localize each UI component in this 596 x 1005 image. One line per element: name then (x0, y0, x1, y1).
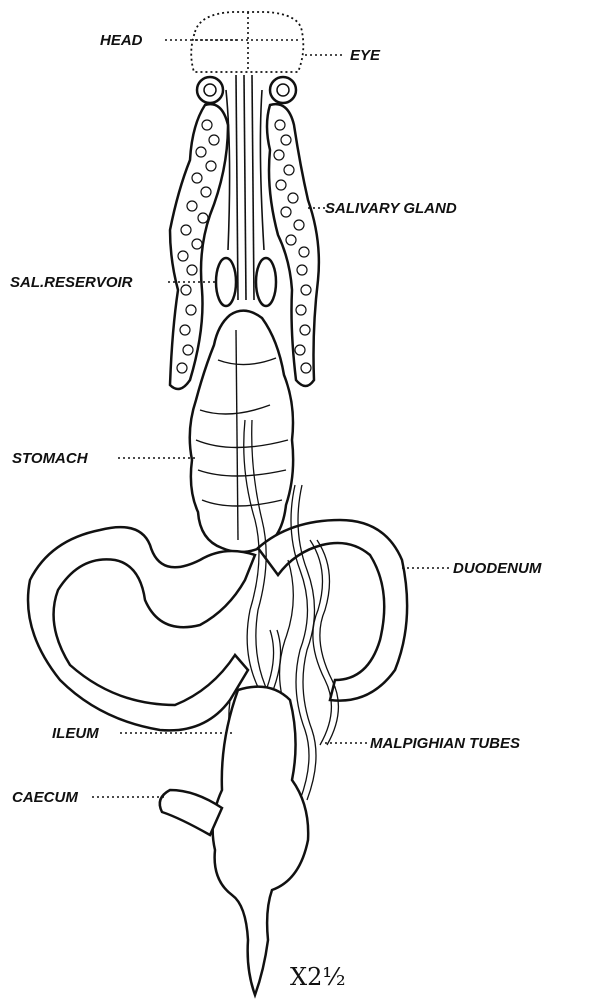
label-head: HEAD (100, 32, 143, 49)
label-caecum: CAECUM (12, 789, 78, 806)
label-stomach: STOMACH (12, 450, 88, 467)
label-malpighian-tubes: MALPIGHIAN TUBES (370, 735, 520, 752)
head-outline (191, 12, 303, 72)
eye-right (270, 77, 296, 103)
label-salivary-gland: SALIVARY GLAND (325, 200, 457, 217)
ileum (28, 527, 255, 730)
label-ileum: ILEUM (52, 725, 99, 742)
duodenum (258, 520, 407, 701)
label-eye: EYE (350, 47, 381, 64)
stomach (190, 311, 293, 552)
caecum (160, 790, 222, 835)
label-duodenum: DUODENUM (453, 560, 542, 577)
salivary-reservoir-left (216, 258, 236, 306)
salivary-reservoir-right (256, 258, 276, 306)
eye-left (197, 77, 223, 103)
label-sal-reservoir: SAL.RESERVOIR (10, 274, 133, 291)
magnification-label: X2½ (290, 963, 346, 991)
